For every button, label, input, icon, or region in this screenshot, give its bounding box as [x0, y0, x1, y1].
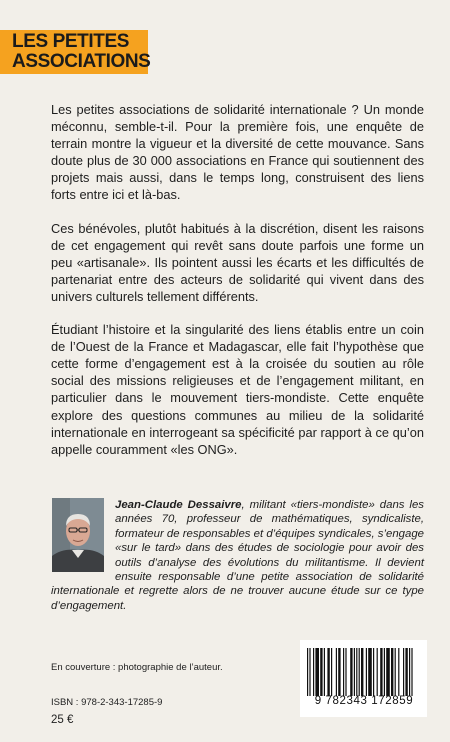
barcode-bar — [338, 648, 340, 696]
cover-credit: En couverture : photographie de l’auteur. — [51, 662, 223, 673]
isbn: ISBN : 978-2-343-17285-9 — [51, 697, 163, 708]
barcode-bars — [307, 648, 420, 696]
barcode-bar — [386, 648, 390, 696]
barcode-bar — [398, 648, 399, 696]
price: 25 € — [51, 714, 74, 726]
barcode-bar — [391, 648, 393, 696]
barcode-bar — [343, 648, 344, 696]
title-line-2: ASSOCIATIONS — [12, 51, 151, 72]
author-name: Jean-Claude Dessaivre — [115, 499, 242, 511]
barcode-digits: 9 782343 172859 — [314, 695, 414, 707]
barcode-bar — [411, 648, 412, 696]
blurb-paragraph-2: Ces bénévoles, plutôt habitués à la discrétion, disent les raisons de cet engagement qui revêt sans doute parfois une forme un peu «artisanale». Ils pointent aussi les écarts et les difficultés de partenariat entre des acteurs de solidarité qui vivent dans des univers culturels tellement différents. — [51, 220, 424, 304]
barcode-bar — [380, 648, 382, 696]
barcode-bar — [368, 648, 372, 696]
barcode-bar — [359, 648, 360, 696]
barcode-bar — [377, 648, 378, 696]
barcode-bar — [320, 648, 322, 696]
blurb-paragraph-1: Les petites associations de solidarité internationale ? Un monde méconnu, semble-t-il. Pour la première fois, une enquête de terrain montre la vigueur et la diversité de cette mouvance. Sans doute plus de 30 000 associations en France qui soutiennent des projets mais aussi, dans le temps long, construisent des liens forts entre ici et là-bas. — [51, 102, 424, 203]
author-bio — [51, 498, 424, 613]
blurb — [51, 101, 424, 474]
barcode-bar — [345, 648, 346, 696]
barcode-bar — [313, 648, 314, 696]
barcode-bar — [403, 648, 404, 696]
barcode-bar — [324, 648, 325, 696]
barcode-bar — [361, 648, 363, 696]
author-bio-text: , militant «tiers-mondiste» dans les années 70, professeur de mathématiques, syndicaliste, formateur de responsables et d’équipes syndicales, s’engage «sur le tard» dans des études de sociologie pour avoir des outils d’analyse des évolutions du militantisme. Il devient ensuite responsable d’une petite association de solidarité internationale et regrette alors de ne trouver aucune étude sur ce type d’engagement. — [51, 499, 425, 612]
barcode-bar — [309, 648, 310, 696]
barcode-bar — [354, 648, 355, 696]
barcode-bar — [384, 648, 385, 696]
title-line-1: LES PETITES — [12, 31, 130, 52]
barcode-bar — [373, 648, 374, 696]
barcode-bar — [315, 648, 319, 696]
barcode-bar — [307, 648, 308, 696]
barcode-bar — [395, 648, 396, 696]
barcode-bar — [336, 648, 337, 696]
barcode-bar — [327, 648, 329, 696]
title-band — [0, 30, 151, 74]
barcode-bar — [366, 648, 367, 696]
blurb-paragraph-3: Étudiant l’histoire et la singularité des liens établis entre un coin de l’Ouest de la France et Madagascar, elle fait l’hypothèse que cette forme d’engagement est à la croisée du soutien au rôle social des missions religieuses et de l’engagement militant, en particulier dans le mouvement tiers-mondiste. Cette enquête explore des questions communes au milieu de la solidarité internationale en interrogeant sa spécificité par rapport à ce qu’on appelle couramment «les ONG». — [51, 322, 424, 457]
barcode-bar — [356, 648, 357, 696]
barcode-bar — [409, 648, 410, 696]
photo-spacer — [51, 498, 115, 574]
barcode-bar — [331, 648, 332, 696]
barcode — [300, 640, 427, 717]
barcode-bar — [350, 648, 352, 696]
barcode-bar — [405, 648, 407, 696]
